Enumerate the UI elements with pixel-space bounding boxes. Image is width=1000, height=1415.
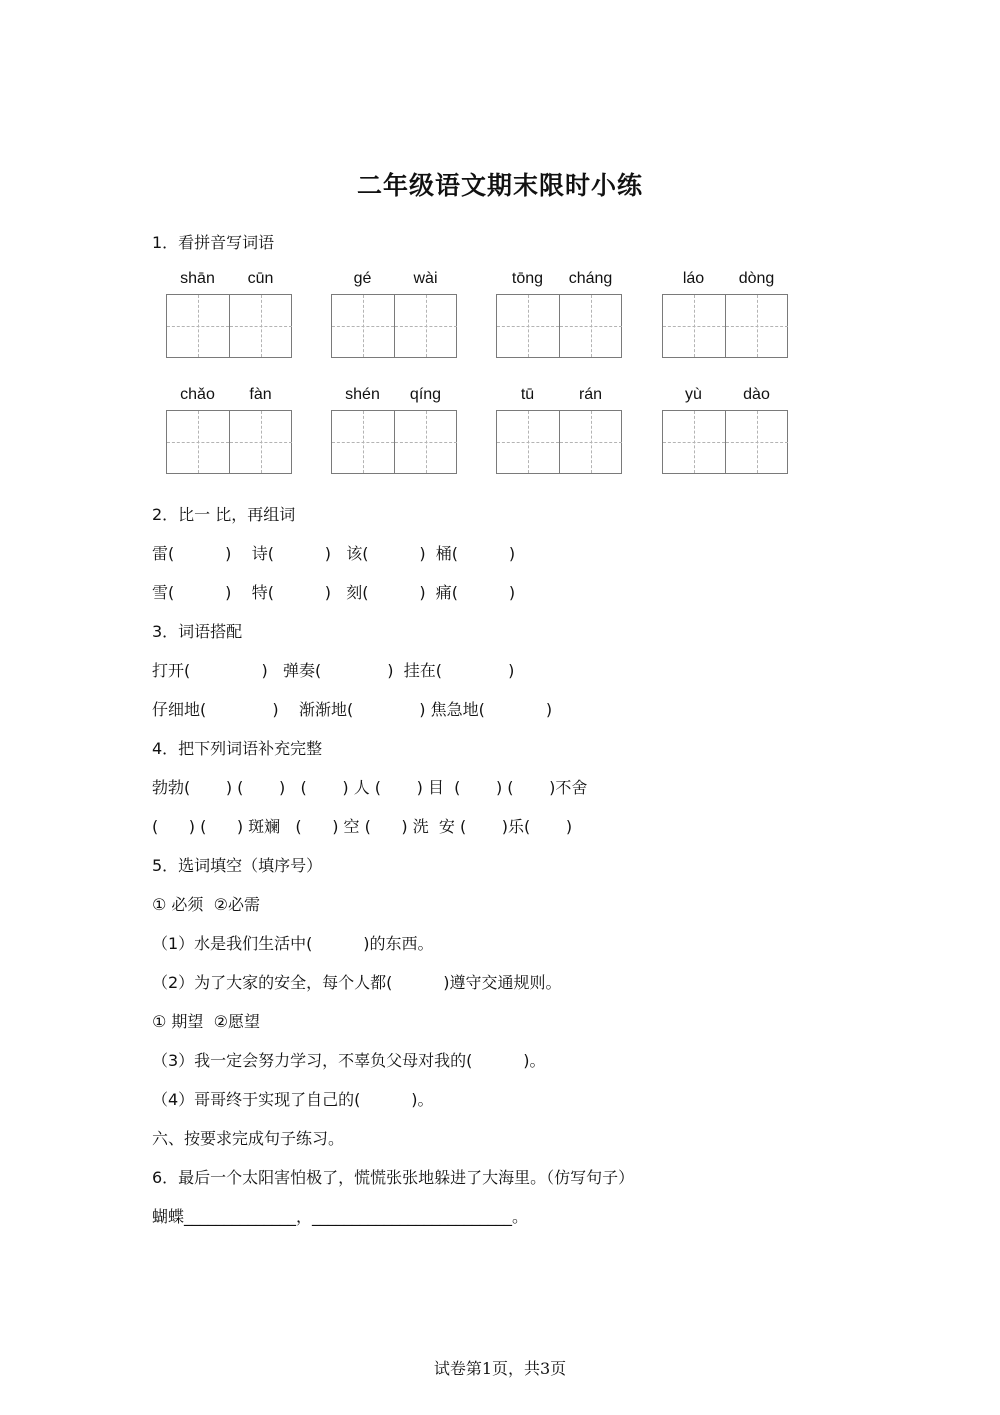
pinyin-label: qíng: [409, 386, 442, 403]
question-5-sentence-1: （1）水是我们生活中( )的东西。: [152, 934, 434, 953]
writing-boxes[interactable]: [496, 410, 622, 474]
pinyin-grid: [166, 270, 292, 380]
pinyin-grid: [166, 386, 292, 496]
pinyin-label: láo: [682, 270, 705, 287]
pinyin-label: cháng: [568, 270, 613, 287]
pinyin-label: tū: [520, 386, 535, 403]
question-2-line-1: 雷( ) 诗( ) 该( ) 桶( ): [152, 544, 516, 563]
question-4-line-2: ( ) ( ) 斑斓 ( ) 空 ( ) 洗 安 ( )乐( ): [152, 817, 573, 836]
question-5-sentence-4: （4）哥哥终于实现了自己的( )。: [152, 1090, 434, 1109]
pinyin-label: yù: [685, 386, 702, 403]
question-6-answer-line[interactable]: 蝴蝶______________，_________________________。: [152, 1207, 529, 1226]
question-3-heading: 3．词语搭配: [152, 622, 243, 641]
pinyin-label: rán: [578, 386, 603, 403]
writing-boxes[interactable]: [331, 410, 457, 474]
writing-boxes[interactable]: [331, 294, 457, 358]
question-3-line-1: 打开( ) 弹奏( ) 挂在( ): [152, 661, 515, 680]
question-6-heading: 6．最后一个太阳害怕极了，慌慌张张地躲进了大海里。（仿写句子）: [152, 1168, 635, 1187]
writing-boxes[interactable]: [166, 294, 292, 358]
pinyin-label: gé: [353, 270, 372, 287]
question-4-line-1: 勃勃( ) ( ) ( ) 人 ( ) 目 ( ) ( )不舍: [152, 778, 588, 797]
pinyin-grid: [331, 386, 457, 496]
writing-boxes[interactable]: [662, 294, 788, 358]
question-5-options-1: ① 必须 ②必需: [152, 895, 260, 914]
pinyin-grid: [496, 386, 622, 496]
pinyin-label: dào: [743, 386, 770, 403]
question-5-options-2: ① 期望 ②愿望: [152, 1012, 260, 1031]
writing-boxes[interactable]: [166, 410, 292, 474]
question-5-sentence-3: （3）我一定会努力学习，不辜负父母对我的( )。: [152, 1051, 546, 1070]
pinyin-grid: [496, 270, 622, 380]
question-5-sentence-2: （2）为了大家的安全，每个人都( )遵守交通规则。: [152, 973, 562, 992]
pinyin-label: wài: [413, 270, 438, 287]
pinyin-grid: [662, 270, 788, 380]
pinyin-grid: [662, 386, 788, 496]
pinyin-label: tōng: [511, 270, 544, 287]
pinyin-label: shén: [345, 386, 380, 403]
question-1-heading: 1．看拼音写词语: [152, 233, 275, 252]
pinyin-label: cūn: [247, 270, 274, 287]
question-5-heading: 5．选词填空（填序号）: [152, 856, 323, 875]
pinyin-label: dòng: [738, 270, 775, 287]
question-2-heading: 2．比一 比，再组词: [152, 505, 296, 524]
question-4-heading: 4．把下列词语补充完整: [152, 739, 323, 758]
writing-boxes[interactable]: [662, 410, 788, 474]
pinyin-grid: [331, 270, 457, 380]
page-title: 二年级语文期末限时小练: [356, 171, 643, 200]
writing-boxes[interactable]: [496, 294, 622, 358]
section-6-heading: 六、按要求完成句子练习。: [152, 1129, 345, 1148]
pinyin-label: shān: [180, 270, 215, 287]
page-footer: 试卷第1页，共3页: [433, 1359, 567, 1378]
pinyin-label: fàn: [249, 386, 272, 403]
pinyin-label: chǎo: [180, 386, 215, 403]
question-3-line-2: 仔细地( ) 渐渐地( ) 焦急地( ): [152, 700, 553, 719]
question-2-line-2: 雪( ) 特( ) 刻( ) 痛( ): [152, 583, 516, 602]
